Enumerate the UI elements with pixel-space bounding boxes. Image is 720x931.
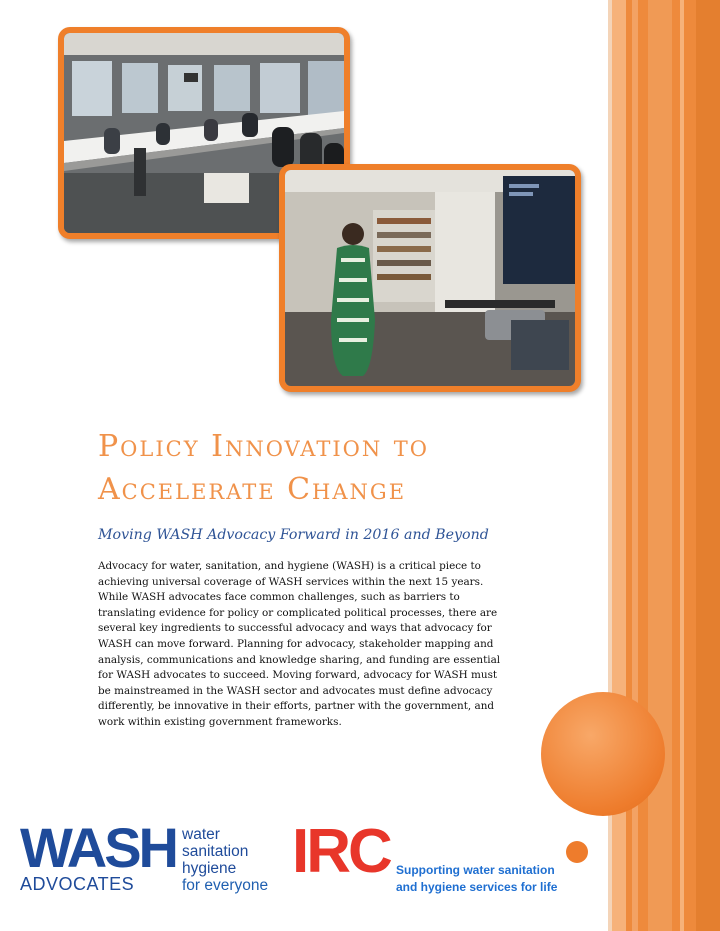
body-line: differently, be innovative in their efforts, partner with the government, and xyxy=(98,700,495,713)
body-line: analysis, communications and knowledge sharing, and funding are essential xyxy=(98,653,501,666)
wash-logo-text: WASH xyxy=(20,816,176,879)
body-line: achieving universal coverage of WASH services within the next 15 years. xyxy=(98,575,484,588)
stripe-band xyxy=(680,0,684,931)
decorative-circle-small xyxy=(566,841,588,863)
tagline-line: for everyone xyxy=(182,877,269,894)
body-line: for WASH advocates to succeed. Moving forward, advocacy for WASH must xyxy=(98,669,498,682)
tagline-line: water xyxy=(182,826,220,843)
presenter-illustration xyxy=(285,170,575,386)
title-line: Accelerate Change xyxy=(98,472,407,507)
decorative-circle-large xyxy=(541,692,665,816)
irc-tagline-line: and hygiene services for life xyxy=(396,880,558,894)
body-line: While WASH advocates face common challenges, such as barriers to xyxy=(98,591,460,604)
body-line: be mainstreamed in the WASH sector and advocates must define advocacy xyxy=(98,684,493,697)
tagline-line: hygiene xyxy=(182,860,237,877)
title-line: Policy Innovation to xyxy=(98,429,429,464)
irc-logo: IRC xyxy=(292,817,390,886)
irc-tagline xyxy=(396,862,557,896)
body-line: Advocacy for water, sanitation, and hygiene (WASH) is a critical piece to xyxy=(98,560,481,572)
body-line: work within existing government frameworks. xyxy=(98,715,342,728)
document-title xyxy=(98,425,538,511)
stripe-band xyxy=(696,0,720,931)
wash-advocates-logo xyxy=(20,816,178,895)
document-subtitle: Moving WASH Advocacy Forward in 2016 and Beyond xyxy=(98,527,489,543)
body-paragraph xyxy=(98,559,536,731)
body-line: several key ingredients to successful advocacy and ways that advocacy for xyxy=(98,622,492,635)
advocates-logo-text: ADVOCATES xyxy=(20,874,135,894)
body-line: WASH can move forward. Planning for advocacy, stakeholder mapping and xyxy=(98,637,494,650)
tagline-line: sanitation xyxy=(182,843,249,860)
body-line: translating evidence for policy or complicated political processes, there are xyxy=(98,606,498,619)
wash-tagline xyxy=(182,826,268,894)
irc-tagline-line: Supporting water sanitation xyxy=(396,863,555,877)
presenter-photo xyxy=(279,164,581,392)
